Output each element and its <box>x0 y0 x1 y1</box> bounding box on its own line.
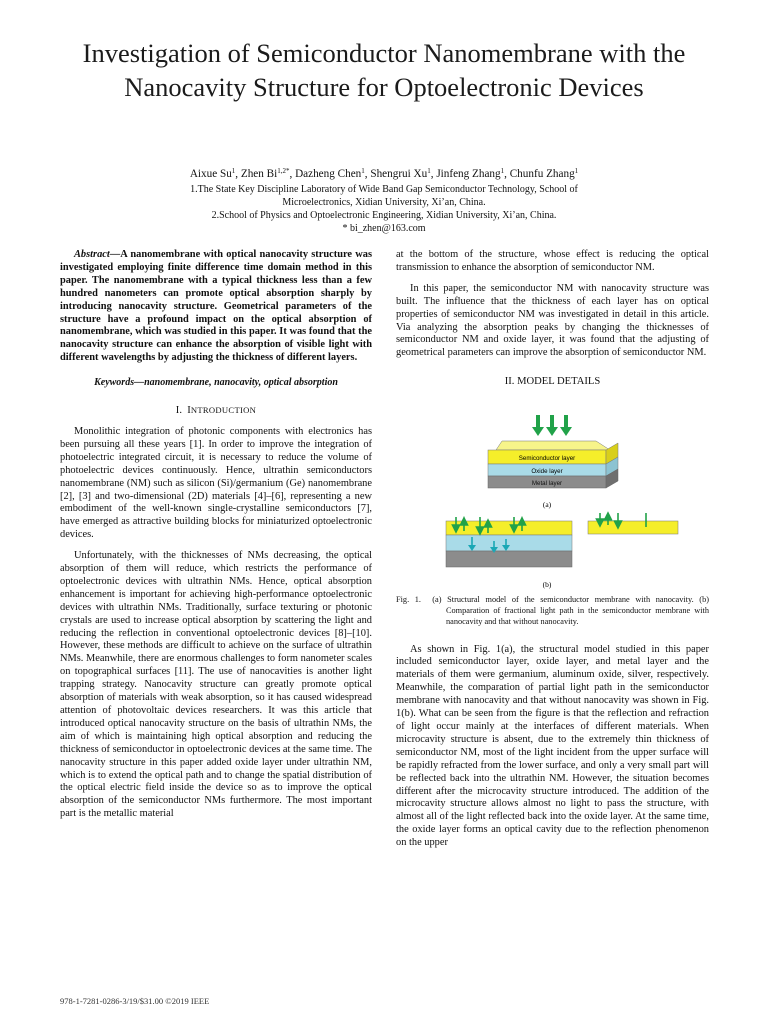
author-name: Dazheng Chen <box>295 168 362 180</box>
section-heading-model-details: II. MODEL DETAILS <box>504 376 601 388</box>
intro-paragraph-2: Unfortunately, with the thicknesses of NMs decreasing, the optical absorption of them will reduce, which restricts the performance of optoelectronic devices with ultrathin NMs. Hence, optical absorption enhancement is important for achieving high-performance optoelectronic devices with ultrathin NMs. Traditionally, surface texturing or photonic crystals are used to increase optical absorption by scattering the light and reducing the reflection in conventional optoelectronic devices [8]–[10]. However, these methods are difficult to achieve on the surface of ultrathin NMs. Meanwhile, there are enormous challenges to form nanometer scales on topographical surfaces [11]. The use of nanocavities is another light trapping strategy. Nanocavity structure can greatly promote optical absorption of materials with weak absorption, so it has caused widespread attention of photovoltaic devices researchers. It was this article that introduced optical nanocavity structure on the basis of ultrathin NMs, the aim of which is maintaining high optical absorption and reducing the thickness of semiconductor in optoelectronic devices at the same time. The nanocavity structure in this paper added oxide layer under ultrathin NM, which is to extend the optical path and to change the spatial distribution of the optical electric field inside the device so as to improve the optical absorption of the semiconductor NMs furthermore. The most important part is the metallic material <box>60 550 372 820</box>
incident-light-arrows <box>532 415 572 436</box>
paragraph-model-description: As shown in Fig. 1(a), the structural model studied in this paper included semiconductor layer, oxide layer, and metal layer and the materials of them were germanium, aluminum oxide, silver, respectively. Meanwhile, the comparation of partial light path in the semiconductor membrane with nanocavity and that without nanocavity was shown in Fig. 1(b). What can be seen from the figure is that the reflection and refraction of light occur mainly at the interfaces of different materials. When microcavity structure is absent, due to the extremely thin thickness of semiconductor NM, most of the light incident from the upper surface will be rapidly refracted from the lower surface, and only a very small part will be reflected back into the ultrathin NM. However, the situation becomes different after the microcavity structure introduced. The addition of the microcavity structure allows almost no light to pass the structure, with almost all of the light reflected back into the oxide layer. At the same time, the oxide layer forms an optical cavity due to the reflection phenomenon on the upper <box>396 643 709 849</box>
author-name: Chunfu Zhang <box>509 168 575 180</box>
author-list: Aixue Su$^1$, Zhen $Bi^{1,2*}$, Dazheng Chen$^1$, Shengrui Xu$^1$, Jinfeng Zhang$^1$, Chunfu Zhang$^1$ <box>189 167 579 180</box>
right-column <box>396 249 709 850</box>
author-affiliation-mark: 1,2* <box>277 167 290 175</box>
author-name: Jinfeng Zhang <box>436 168 501 180</box>
author-affiliation-mark: 1 <box>231 167 236 175</box>
author-name: Shengrui Xu <box>370 168 428 180</box>
abstract-text: A nanomembrane with optical nanocavity structure was investigated employing finite difference time domain method in this paper. The nanomembrane with a typical thickness less than a few hundred nanometers can promote optical absorption sharply by introducing nanocavity structure. Geometrical parameters of the structure have a profound impact on the optical absorption of nanomembrane, which was studied in this paper. It was found that the nanocavity structure can enhance the absorption of visible light with different wavelengths by adjusting the thickness of different layers. <box>60 249 372 364</box>
figure-label-a: (a) <box>542 500 552 510</box>
corresponding-email: * bi_zhen@163.com <box>342 223 426 234</box>
paper-title: Investigation of Semiconductor Nanomembrane with the Nanocavity Structure for Optoelectronic Devices <box>82 38 686 102</box>
author-name: Zhen Bi <box>240 168 278 180</box>
down-arrow-icon <box>560 415 572 436</box>
light-path-with-nanocavity <box>446 516 572 567</box>
author-affiliation-mark: 1 <box>427 167 431 175</box>
author-name: Aixue Su <box>189 168 232 180</box>
author-affiliation-mark: 1 <box>574 167 579 175</box>
paragraph-model-intro: In this paper, the semiconductor NM with nanocavity structure was built. The influence that the thickness of each layer has on optical properties of semiconductor NM was investigated in detail in this article. Via analyzing the absorption peaks by changing the thicknesses of semiconductor NM and oxide layer, it was found that the adjusting of geometrical parameters can improve the absorption of semiconductor NM. <box>396 282 709 359</box>
metal-layer-label: Metal layer <box>531 480 563 488</box>
oxide-layer-label: Oxide layer <box>531 468 563 476</box>
caption-text: (a) Structural model of the semiconductor membrane with nanocavity. (b) Comparation of fractional light path in the semiconductor membrane with nanocavity and that without nanocavity. <box>432 595 709 626</box>
affiliation-2: 2.School of Physics and Optoelectronic Engineering, Xidian University, Xi’an, China. <box>211 210 557 221</box>
semiconductor-layer-label: Semiconductor layer <box>518 455 576 463</box>
copyright-footer: 978-1-7281-0286-3/19/$31.00 ©2019 IEEE <box>60 996 210 1006</box>
author-affiliation-mark: 1 <box>500 167 505 175</box>
affiliation-1-line-2: Microelectronics, Xidian University, Xi’an, China. <box>282 197 486 208</box>
down-arrow-icon <box>532 415 544 436</box>
intro-paragraph-1: Monolithic integration of photonic components with electronics has been pursuing all these years [1]. In order to improve the integration of photoelectric integrated circuit, it is necessary to reduce the volume of photoelectric devices continuously. Hence, ultrathin semiconductors nanomembrane (NM) such as silicon (Si)/germanium (Ge) nanomembrane [2], [3] and two-dimensional (2D) materials [4]–[6], representing a new embodiment of the well-known single-crystalline semiconductors [7], have emerged as attractive building blocks for miniaturized optoelectronic devices. <box>60 425 372 541</box>
caption-figure-number: Fig. 1. <box>396 595 422 605</box>
abstract: Abstract—A nanomembrane with optical nanocavity structure was investigated employing finite difference time domain method in this paper. The nanomembrane with a typical thickness less than a few hundred nanometers can promote optical absorption sharply by introducing nanocavity structure. Geometrical parameters of the structure have a profound impact on the optical absorption of nanomembrane, which was studied in this paper. It was found that the nanocavity structure can enhance the absorption of visible light with different wavelengths by adjusting the thickness of different layers. <box>60 249 372 364</box>
keywords: Keywords—nanomembrane, nanocavity, optical absorption <box>94 377 338 389</box>
down-arrow-icon <box>546 415 558 436</box>
left-column <box>60 249 372 821</box>
section-heading-introduction: I. INTRODUCTION <box>175 405 257 417</box>
figure-label-b: (b) <box>542 580 552 590</box>
figure-1-caption <box>396 595 709 627</box>
light-path-without-nanocavity <box>588 512 678 534</box>
author-affiliation-mark: 1 <box>361 167 365 175</box>
abstract-label: Abstract <box>74 249 110 260</box>
layer-stack <box>488 441 618 488</box>
figure-1 <box>396 395 709 593</box>
paragraph-continued: at the bottom of the structure, whose effect is reducing the optical transmission to enhance the absorption of semiconductor NM. <box>396 249 709 273</box>
figure-1-diagram <box>396 395 709 593</box>
affiliation-1-line-1: 1.The State Key Discipline Laboratory of Wide Band Gap Semiconductor Technology, School of <box>190 184 578 195</box>
